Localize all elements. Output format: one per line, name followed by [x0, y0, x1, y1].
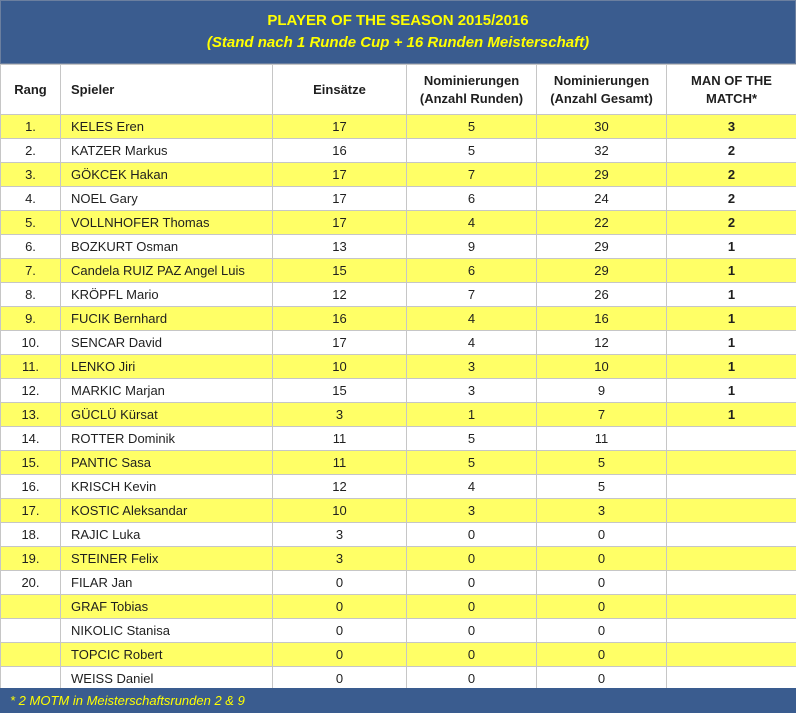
cell-rang: 19.	[1, 547, 61, 571]
cell-man-of-the-match: 1	[667, 283, 796, 307]
cell-nominierungen-runden: 5	[407, 427, 537, 451]
cell-man-of-the-match: 1	[667, 235, 796, 259]
cell-einsaetze: 3	[273, 547, 407, 571]
cell-rang: 4.	[1, 187, 61, 211]
cell-einsaetze: 17	[273, 187, 407, 211]
cell-einsaetze: 12	[273, 283, 407, 307]
cell-rang: 13.	[1, 403, 61, 427]
cell-spieler: GÖKCEK Hakan	[61, 163, 273, 187]
table-row	[1, 355, 796, 379]
cell-spieler: GRAF Tobias	[61, 595, 273, 619]
cell-spieler: STEINER Felix	[61, 547, 273, 571]
header-nominierungen-gesamt-line1: Nominierungen	[553, 72, 650, 88]
cell-spieler: RAJIC Luka	[61, 523, 273, 547]
cell-man-of-the-match	[667, 547, 796, 571]
cell-nominierungen-runden: 5	[407, 139, 537, 163]
cell-nominierungen-runden: 7	[407, 163, 537, 187]
cell-rang: 16.	[1, 475, 61, 499]
cell-man-of-the-match	[667, 595, 796, 619]
cell-man-of-the-match: 2	[667, 139, 796, 163]
cell-spieler: FUCIK Bernhard	[61, 307, 273, 331]
cell-rang: 18.	[1, 523, 61, 547]
cell-man-of-the-match	[667, 667, 796, 691]
cell-einsaetze: 11	[273, 427, 407, 451]
cell-nominierungen-runden: 0	[407, 619, 537, 643]
cell-nominierungen-gesamt: 0	[537, 619, 667, 643]
table-row	[1, 595, 796, 619]
cell-man-of-the-match: 1	[667, 307, 796, 331]
cell-nominierungen-runden: 0	[407, 523, 537, 547]
cell-spieler: BOZKURT Osman	[61, 235, 273, 259]
cell-man-of-the-match	[667, 619, 796, 643]
cell-nominierungen-gesamt: 30	[537, 115, 667, 139]
table-row	[1, 187, 796, 211]
cell-nominierungen-gesamt: 0	[537, 643, 667, 667]
table-row	[1, 379, 796, 403]
cell-spieler: KRISCH Kevin	[61, 475, 273, 499]
cell-nominierungen-runden: 6	[407, 259, 537, 283]
header-nominierungen-runden	[407, 65, 537, 115]
header-spieler: Spieler	[61, 65, 273, 115]
cell-spieler: MARKIC Marjan	[61, 379, 273, 403]
table-row	[1, 403, 796, 427]
table-row	[1, 259, 796, 283]
cell-nominierungen-runden: 0	[407, 643, 537, 667]
cell-rang: 3.	[1, 163, 61, 187]
cell-rang: 7.	[1, 259, 61, 283]
cell-einsaetze: 0	[273, 619, 407, 643]
cell-nominierungen-runden: 7	[407, 283, 537, 307]
cell-rang: 12.	[1, 379, 61, 403]
cell-rang: 17.	[1, 499, 61, 523]
header-nominierungen-runden-line2: (Anzahl Runden)	[419, 90, 524, 106]
table-row	[1, 163, 796, 187]
cell-man-of-the-match	[667, 523, 796, 547]
header-man-of-the-match	[667, 65, 796, 115]
cell-nominierungen-gesamt: 26	[537, 283, 667, 307]
cell-nominierungen-runden: 1	[407, 403, 537, 427]
cell-nominierungen-runden: 9	[407, 235, 537, 259]
cell-rang	[1, 643, 61, 667]
cell-nominierungen-runden: 0	[407, 571, 537, 595]
cell-man-of-the-match: 1	[667, 379, 796, 403]
table-row	[1, 619, 796, 643]
cell-rang: 6.	[1, 235, 61, 259]
cell-nominierungen-runden: 4	[407, 331, 537, 355]
cell-rang: 9.	[1, 307, 61, 331]
header-motm-line2: MATCH*	[705, 90, 758, 106]
cell-einsaetze: 13	[273, 235, 407, 259]
cell-nominierungen-runden: 3	[407, 379, 537, 403]
cell-rang: 15.	[1, 451, 61, 475]
cell-einsaetze: 15	[273, 259, 407, 283]
cell-einsaetze: 15	[273, 379, 407, 403]
table-row	[1, 547, 796, 571]
cell-einsaetze: 10	[273, 355, 407, 379]
cell-nominierungen-runden: 0	[407, 547, 537, 571]
cell-einsaetze: 17	[273, 211, 407, 235]
cell-nominierungen-gesamt: 12	[537, 331, 667, 355]
cell-nominierungen-gesamt: 29	[537, 163, 667, 187]
page-title: PLAYER OF THE SEASON 2015/2016	[267, 12, 529, 29]
cell-spieler: WEISS Daniel	[61, 667, 273, 691]
table-row	[1, 667, 796, 691]
table-row	[1, 643, 796, 667]
cell-man-of-the-match: 1	[667, 331, 796, 355]
header-row	[1, 65, 796, 115]
cell-nominierungen-gesamt: 10	[537, 355, 667, 379]
cell-spieler: NIKOLIC Stanisa	[61, 619, 273, 643]
page-subtitle: (Stand nach 1 Runde Cup + 16 Runden Meisterschaft)	[206, 34, 590, 51]
cell-nominierungen-gesamt: 16	[537, 307, 667, 331]
cell-rang: 11.	[1, 355, 61, 379]
header-einsaetze: Einsätze	[273, 65, 407, 115]
cell-man-of-the-match: 3	[667, 115, 796, 139]
cell-spieler: KOSTIC Aleksandar	[61, 499, 273, 523]
table-body	[1, 115, 796, 691]
cell-einsaetze: 0	[273, 595, 407, 619]
cell-rang: 2.	[1, 139, 61, 163]
cell-rang: 10.	[1, 331, 61, 355]
cell-rang	[1, 619, 61, 643]
cell-rang	[1, 667, 61, 691]
cell-man-of-the-match	[667, 451, 796, 475]
cell-rang: 20.	[1, 571, 61, 595]
table-row	[1, 427, 796, 451]
cell-nominierungen-gesamt: 29	[537, 259, 667, 283]
cell-spieler: LENKO Jiri	[61, 355, 273, 379]
cell-einsaetze: 3	[273, 403, 407, 427]
cell-einsaetze: 10	[273, 499, 407, 523]
cell-spieler: SENCAR David	[61, 331, 273, 355]
table-row	[1, 499, 796, 523]
cell-man-of-the-match	[667, 427, 796, 451]
cell-nominierungen-gesamt: 24	[537, 187, 667, 211]
cell-man-of-the-match: 2	[667, 163, 796, 187]
cell-man-of-the-match	[667, 643, 796, 667]
cell-rang: 14.	[1, 427, 61, 451]
table-row	[1, 523, 796, 547]
table-row	[1, 571, 796, 595]
cell-nominierungen-gesamt: 0	[537, 523, 667, 547]
cell-nominierungen-runden: 4	[407, 211, 537, 235]
cell-nominierungen-runden: 0	[407, 595, 537, 619]
header-motm-line1: MAN OF THE	[691, 72, 772, 88]
cell-einsaetze: 17	[273, 115, 407, 139]
cell-man-of-the-match	[667, 499, 796, 523]
cell-spieler: KELES Eren	[61, 115, 273, 139]
cell-spieler: Candela RUIZ PAZ Angel Luis	[61, 259, 273, 283]
cell-nominierungen-gesamt: 0	[537, 667, 667, 691]
cell-nominierungen-runden: 3	[407, 499, 537, 523]
cell-man-of-the-match: 1	[667, 259, 796, 283]
cell-einsaetze: 0	[273, 571, 407, 595]
cell-nominierungen-gesamt: 0	[537, 595, 667, 619]
table-row	[1, 139, 796, 163]
cell-spieler: KRÖPFL Mario	[61, 283, 273, 307]
table-row	[1, 211, 796, 235]
cell-nominierungen-gesamt: 7	[537, 403, 667, 427]
cell-man-of-the-match: 2	[667, 211, 796, 235]
cell-nominierungen-runden: 0	[407, 667, 537, 691]
table-row	[1, 283, 796, 307]
cell-nominierungen-gesamt: 5	[537, 475, 667, 499]
cell-nominierungen-runden: 5	[407, 451, 537, 475]
header-nominierungen-gesamt	[537, 65, 667, 115]
cell-nominierungen-gesamt: 5	[537, 451, 667, 475]
table-row	[1, 475, 796, 499]
cell-man-of-the-match	[667, 571, 796, 595]
cell-man-of-the-match: 1	[667, 355, 796, 379]
cell-nominierungen-runden: 6	[407, 187, 537, 211]
table-row	[1, 115, 796, 139]
cell-nominierungen-runden: 4	[407, 307, 537, 331]
cell-rang: 1.	[1, 115, 61, 139]
cell-nominierungen-gesamt: 3	[537, 499, 667, 523]
table-row	[1, 331, 796, 355]
cell-nominierungen-gesamt: 29	[537, 235, 667, 259]
cell-spieler: TOPCIC Robert	[61, 643, 273, 667]
header-nominierungen-runden-line1: Nominierungen	[423, 72, 520, 88]
cell-rang	[1, 595, 61, 619]
header-rang: Rang	[1, 65, 61, 115]
table-row	[1, 235, 796, 259]
cell-man-of-the-match	[667, 475, 796, 499]
cell-einsaetze: 16	[273, 139, 407, 163]
cell-nominierungen-runden: 4	[407, 475, 537, 499]
cell-nominierungen-runden: 3	[407, 355, 537, 379]
cell-rang: 5.	[1, 211, 61, 235]
cell-einsaetze: 17	[273, 331, 407, 355]
cell-spieler: GÜCLÜ Kürsat	[61, 403, 273, 427]
cell-spieler: KATZER Markus	[61, 139, 273, 163]
table-row	[1, 307, 796, 331]
cell-einsaetze: 17	[273, 163, 407, 187]
cell-spieler: ROTTER Dominik	[61, 427, 273, 451]
footnote: * 2 MOTM in Meisterschaftsrunden 2 & 9	[0, 688, 796, 713]
cell-spieler: FILAR Jan	[61, 571, 273, 595]
cell-einsaetze: 0	[273, 643, 407, 667]
cell-spieler: PANTIC Sasa	[61, 451, 273, 475]
cell-einsaetze: 16	[273, 307, 407, 331]
cell-spieler: NOEL Gary	[61, 187, 273, 211]
cell-nominierungen-gesamt: 11	[537, 427, 667, 451]
cell-nominierungen-gesamt: 9	[537, 379, 667, 403]
title-banner	[0, 0, 796, 64]
cell-einsaetze: 0	[273, 667, 407, 691]
cell-rang: 8.	[1, 283, 61, 307]
cell-einsaetze: 11	[273, 451, 407, 475]
cell-nominierungen-gesamt: 22	[537, 211, 667, 235]
cell-nominierungen-gesamt: 32	[537, 139, 667, 163]
header-nominierungen-gesamt-line2: (Anzahl Gesamt)	[550, 90, 653, 106]
ranking-table	[0, 64, 796, 691]
cell-einsaetze: 3	[273, 523, 407, 547]
cell-man-of-the-match: 1	[667, 403, 796, 427]
cell-nominierungen-gesamt: 0	[537, 547, 667, 571]
cell-man-of-the-match: 2	[667, 187, 796, 211]
table-row	[1, 451, 796, 475]
cell-einsaetze: 12	[273, 475, 407, 499]
cell-nominierungen-gesamt: 0	[537, 571, 667, 595]
cell-nominierungen-runden: 5	[407, 115, 537, 139]
cell-spieler: VOLLNHOFER Thomas	[61, 211, 273, 235]
